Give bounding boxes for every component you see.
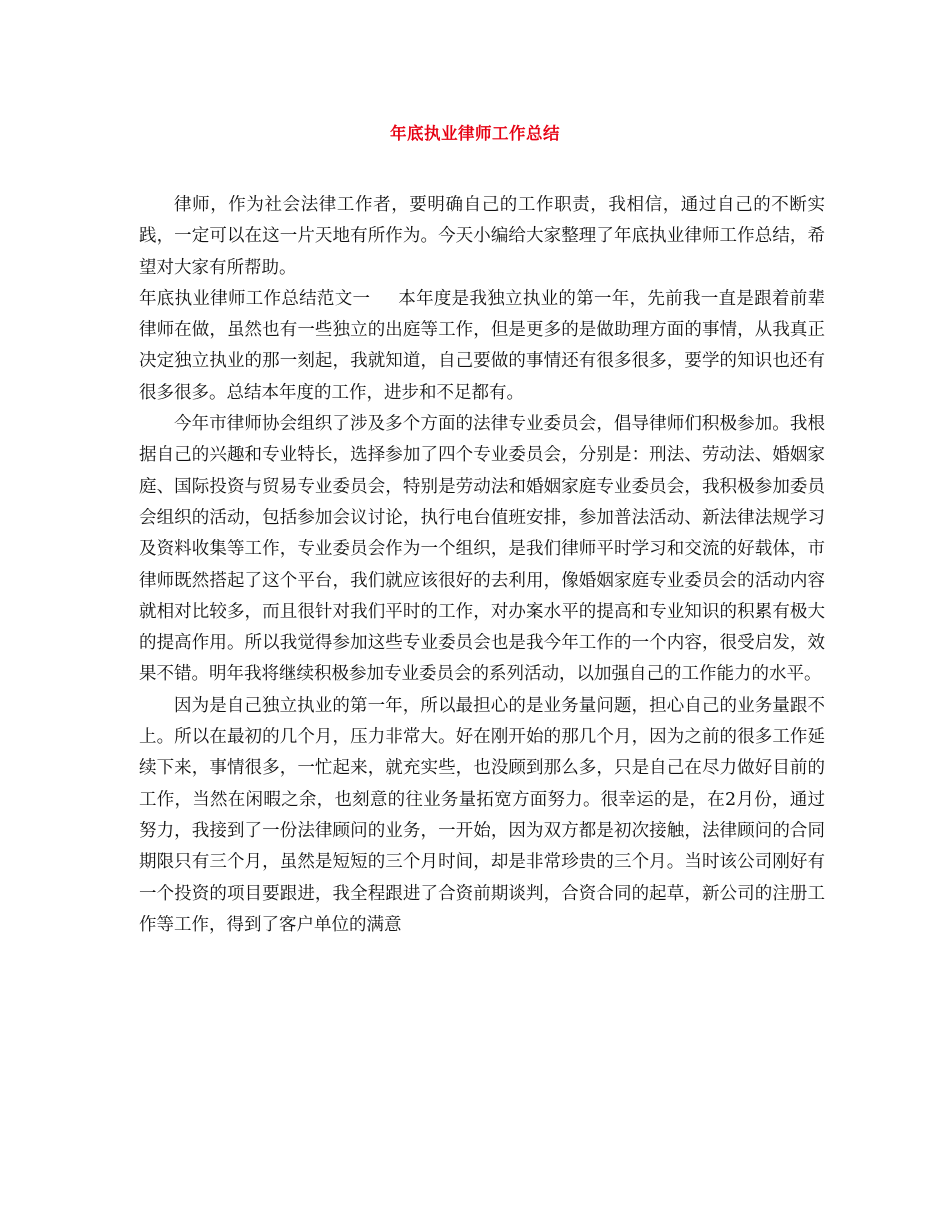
section-lead-text: 本年度是我独立执业的第一年，先前我一直是跟着前辈律师在做，虽然也有一些独立的出庭等工作，但是更多的是做助理方面的事情，从我真正决定独立执业的那一刻起，我就知道，自己要做的事情还有很多很多，要学的知识也还有很多很多。总结本年度的工作，进步和不足都有。 bbox=[139, 288, 826, 403]
document-title: 年底执业律师工作总结 bbox=[390, 124, 560, 143]
section-heading: 年底执业律师工作总结范文一 bbox=[139, 288, 371, 309]
document-body bbox=[139, 190, 825, 941]
body-paragraph-3: 因为是自己独立执业的第一年，所以最担心的是业务量问题，担心自己的业务量跟不上。所以在最初的几个月，压力非常大。好在刚开始的那几个月，因为之前的很多工作延续下来，事情很多，一忙起来，就充实些，也没顾到那么多，只是自己在尽力做好目前的工作，当然在闲暇之余，也刻意的往业务量拓宽方面努力。很幸运的是，在2月份，通过努力，我接到了一份法律顾问的业务，一开始，因为双方都是初次接触，法律顾问的合同期限只有三个月，虽然是短短的三个月时间，却是非常珍贵的三个月。当时该公司刚好有一个投资的项目要跟进，我全程跟进了合资前期谈判，合资合同的起草，新公司的注册工作等工作，得到了客户单位的满意 bbox=[139, 695, 825, 935]
section-paragraph bbox=[139, 284, 825, 409]
intro-paragraph: 律师，作为社会法律工作者，要明确自己的工作职责，我相信，通过自己的不断实践，一定可以在这一片天地有所作为。今天小编给大家整理了年底执业律师工作总结，希望对大家有所帮助。 bbox=[139, 195, 825, 278]
body-paragraph-2: 今年市律师协会组织了涉及多个方面的法律专业委员会，倡导律师们积极参加。我根据自己的兴趣和专业特长，选择参加了四个专业委员会，分别是：刑法、劳动法、婚姻家庭、国际投资与贸易专业委员会，特别是劳动法和婚姻家庭专业委员会，我积极参加委员会组织的活动，包括参加会议讨论，执行电台值班安排，参加普法活动、新法律法规学习及资料收集等工作，专业委员会作为一个组织，是我们律师平时学习和交流的好载体，市律师既然搭起了这个平台，我们就应该很好的去利用，像婚姻家庭专业委员会的活动内容就相对比较多，而且很针对我们平时的工作，对办案水平的提高和专业知识的积累有极大的提高作用。所以我觉得参加这些专业委员会也是我今年工作的一个内容，很受启发，效果不错。明年我将继续积极参加专业委员会的系列活动，以加强自己的工作能力的水平。 bbox=[139, 414, 825, 685]
